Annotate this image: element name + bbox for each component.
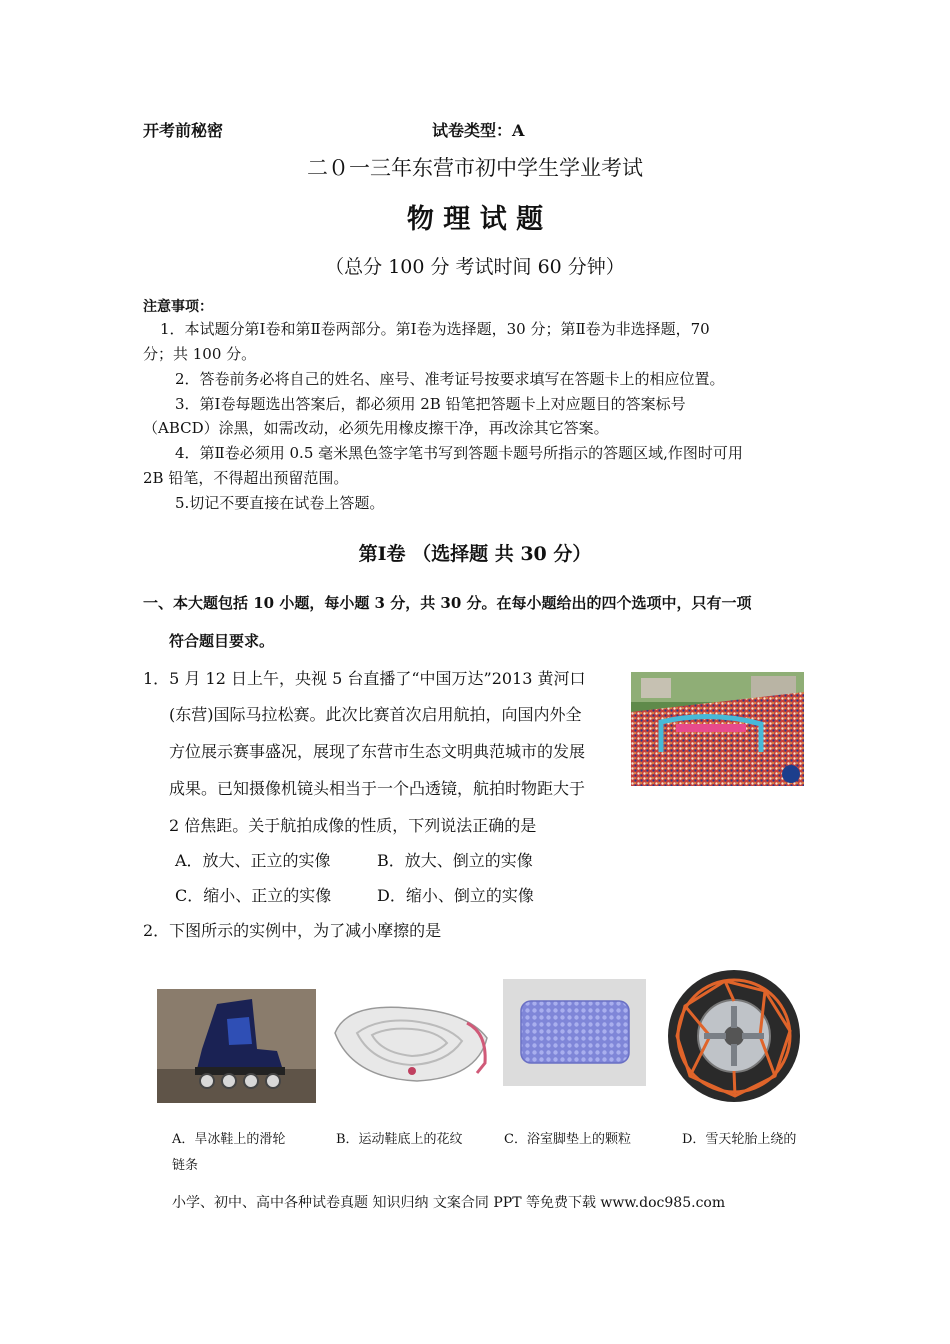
- section1-title: 第Ⅰ卷 （选择题 共 30 分）: [358, 543, 592, 565]
- bath-mat-photo: [503, 979, 646, 1086]
- notice-line: 2B 铅笔，不得超出预留范围。: [143, 469, 349, 487]
- snow-chain-tire-photo: [665, 961, 803, 1111]
- notice-line: 1．本试题分第Ⅰ卷和第Ⅱ卷两部分。第Ⅰ卷为选择题，30 分；第Ⅱ卷为非选择题，70: [160, 320, 710, 338]
- score-time: （总分 100 分 考试时间 60 分钟）: [325, 256, 625, 278]
- marathon-photo: [631, 672, 804, 786]
- q2-caption-d-continued: 链条: [172, 1158, 199, 1173]
- notice-line: 分；共 100 分。: [143, 345, 257, 363]
- q2-caption-b: B．运动鞋底上的花纹: [336, 1132, 463, 1147]
- secret-label: 开考前秘密: [143, 121, 224, 140]
- subject-title: 物 理 试 题: [406, 204, 544, 235]
- q1-line: 方位展示赛事盛况，展现了东营市生态文明典范城市的发展: [169, 742, 586, 761]
- notice-line: 5.切记不要直接在试卷上答题。: [175, 494, 385, 512]
- roller-skate-photo: [157, 989, 316, 1103]
- notice-line: 4．第Ⅱ卷必须用 0.5 毫米黑色签字笔书写到答题卡题号所指示的答题区域,作图时可用: [175, 444, 743, 462]
- shoe-sole-photo: [327, 993, 490, 1093]
- q1-option-c: C．缩小、正立的实像: [175, 886, 332, 905]
- q1-option-b: B．放大、倒立的实像: [377, 851, 533, 870]
- notice-heading: 注意事项：: [143, 299, 213, 315]
- section1-instruction: 符合题目要求。: [169, 632, 275, 650]
- notice-line: 3．第Ⅰ卷每题选出答案后，都必须用 2B 铅笔把答题卡上对应题目的答案标号: [175, 395, 686, 413]
- q2-stem: 2．下图所示的实例中，为了减小摩擦的是: [143, 921, 442, 940]
- q2-caption-a: A．旱冰鞋上的滑轮: [172, 1132, 286, 1147]
- q1-line: (东营)国际马拉松赛。此次比赛首次启用航拍，向国内外全: [169, 705, 582, 724]
- q1-line: 成果。已知摄像机镜头相当于一个凸透镜，航拍时物距大于: [169, 779, 586, 798]
- q1-line: 1．5 月 12 日上午，央视 5 台直播了“中国万达”2013 黄河口: [143, 669, 586, 688]
- exam-title: 二０一三年东营市初中学生学业考试: [307, 156, 643, 180]
- section1-instruction: 一、本大题包括 10 小题，每小题 3 分，共 30 分。在每小题给出的四个选项中，只有一项: [143, 594, 752, 612]
- q1-option-d: D．缩小、倒立的实像: [377, 886, 534, 905]
- paper-type-label: 试卷类型：A: [432, 121, 525, 140]
- notice-line: （ABCD）涂黑，如需改动，必须先用橡皮擦干净，再改涂其它答案。: [143, 419, 609, 437]
- notice-line: 2．答卷前务必将自己的姓名、座号、准考证号按要求填写在答题卡上的相应位置。: [175, 370, 725, 388]
- q2-caption-d: D．雪天轮胎上绕的: [682, 1132, 797, 1147]
- footer-text: 小学、初中、高中各种试卷真题 知识归纳 文案合同 PPT 等免费下载 www.doc985.com: [172, 1195, 726, 1211]
- q2-caption-c: C．浴室脚垫上的颗粒: [504, 1132, 631, 1147]
- q1-line: 2 倍焦距。关于航拍成像的性质，下列说法正确的是: [169, 816, 537, 835]
- q1-option-a: A．放大、正立的实像: [175, 851, 331, 870]
